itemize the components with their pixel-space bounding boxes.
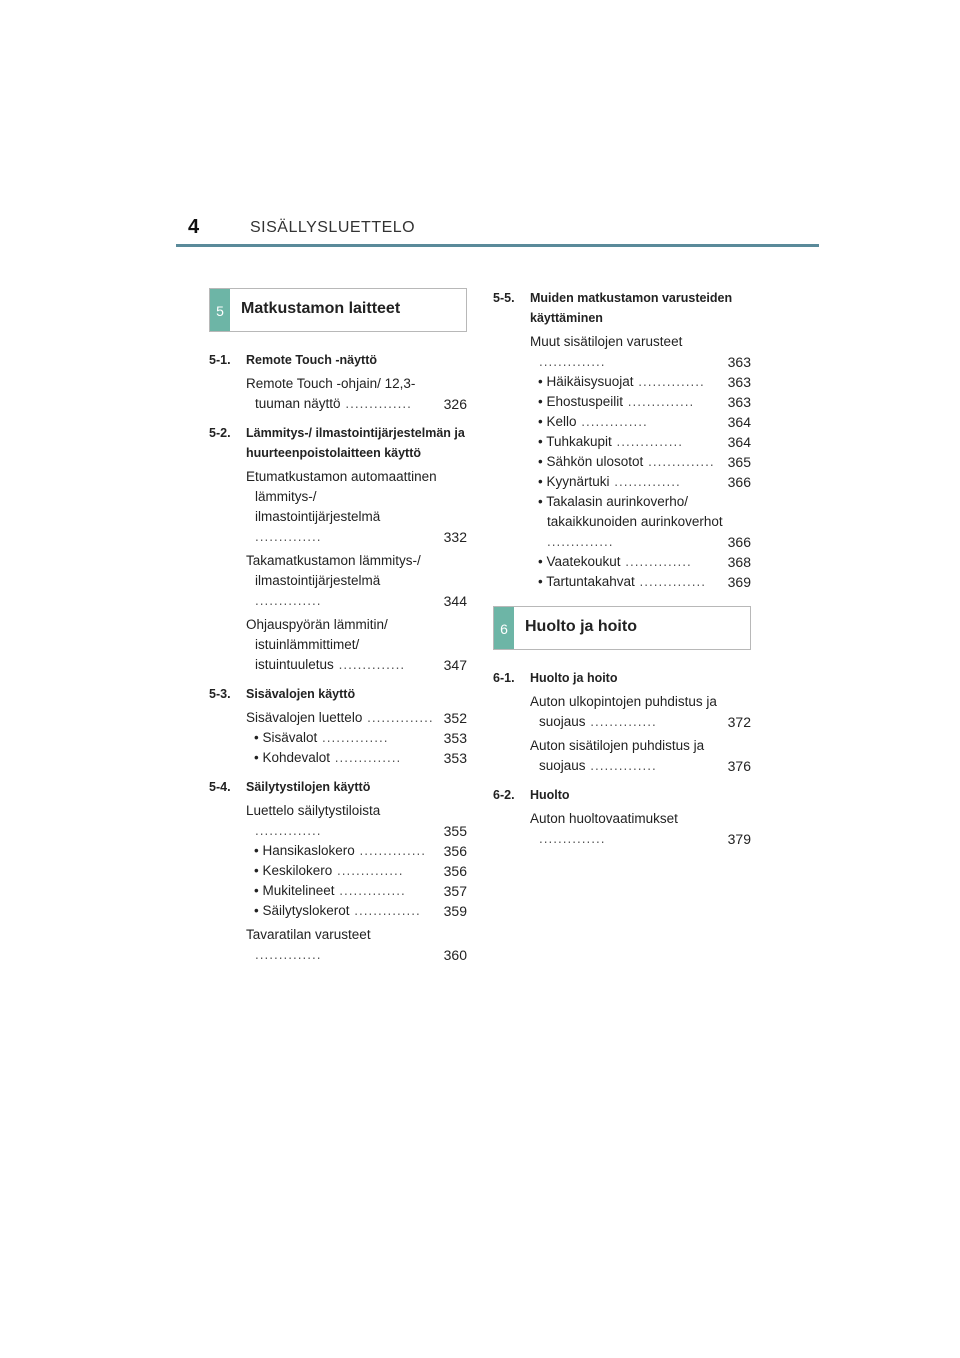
subsection-heading[interactable] (493, 288, 751, 328)
entry-text (254, 881, 442, 901)
entry-text (538, 452, 726, 472)
entry-page-number: 363 (727, 354, 751, 370)
toc-column-right (493, 288, 751, 858)
entry-label: • Kyynärtuki (538, 474, 610, 489)
leader-dots: .............. (349, 903, 421, 918)
entry-label: Etumatkustamon automaattinen lämmitys-/ ilmastointijärjestelmä (246, 469, 437, 524)
toc-entry[interactable] (209, 925, 467, 965)
section-header-5 (209, 288, 467, 332)
entry-page-number: 369 (727, 574, 751, 590)
toc-entry[interactable] (209, 551, 467, 611)
toc-entry[interactable] (493, 432, 751, 452)
toc-entry[interactable] (493, 492, 751, 552)
entry-label: Muut sisätilojen varusteet (530, 334, 683, 349)
entry-label: Remote Touch -ohjain/ 12,3-tuuman näyttö (246, 376, 416, 411)
leader-dots: .............. (609, 474, 681, 489)
section-number: 5 (210, 289, 230, 331)
toc-entry[interactable] (493, 392, 751, 412)
entry-page-number: 365 (727, 454, 751, 470)
entry-page-number: 366 (727, 474, 751, 490)
entry-page-number: 359 (443, 903, 467, 919)
entry-label: • Mukitelineet (254, 883, 335, 898)
leader-dots: .............. (539, 354, 606, 369)
document-title: SISÄLLYSLUETTELO (250, 219, 416, 236)
entry-text (254, 861, 442, 881)
leader-dots: .............. (340, 396, 412, 411)
toc-entry[interactable] (493, 572, 751, 592)
entry-page-number: 364 (727, 414, 751, 430)
entry-page-number: 352 (443, 710, 467, 726)
toc-subsection (209, 423, 467, 675)
toc-entry[interactable] (493, 692, 751, 732)
entry-page-number: 364 (727, 434, 751, 450)
toc-entry[interactable] (209, 861, 467, 881)
entry-label: • Häikäisysuojat (538, 374, 634, 389)
entry-label: • Sähkön ulosotot (538, 454, 644, 469)
entry-text (538, 552, 726, 572)
entry-page-number: 360 (443, 947, 467, 963)
entry-label: • Säilytyslokerot (254, 903, 350, 918)
leader-dots: .............. (547, 534, 614, 549)
leader-dots: .............. (354, 843, 427, 858)
entry-label: • Ehostuspeilit (538, 394, 624, 409)
entry-page-number: 356 (443, 843, 467, 859)
leader-dots: .............. (317, 730, 389, 745)
leader-dots: .............. (585, 714, 657, 729)
entry-label: • Keskilokero (254, 863, 333, 878)
leader-dots: .............. (633, 374, 705, 389)
entry-label: • Tuhkakupit (538, 434, 612, 449)
entry-label: Ohjauspyörän lämmitin/ istuinlämmittimet/ istuintuuletus (246, 617, 388, 672)
entry-text (538, 472, 726, 492)
leader-dots: .............. (634, 574, 707, 589)
toc-entry[interactable] (493, 552, 751, 572)
leader-dots: .............. (585, 758, 657, 773)
entry-label: Takamatkustamon lämmitys-/ ilmastointijärjestelmä (246, 553, 421, 588)
toc-entry[interactable] (493, 472, 751, 492)
subsection-number: 5-5. (493, 291, 515, 305)
entry-label: • Sisävalot (254, 730, 318, 745)
entry-text (530, 332, 726, 372)
entry-label: • Vaatekoukut (538, 554, 621, 569)
toc-entry[interactable] (209, 467, 467, 547)
leader-dots: .............. (332, 863, 404, 878)
entry-page-number: 363 (727, 374, 751, 390)
subsection-title: Sisävalojen käyttö (246, 687, 356, 701)
section-header-6 (493, 606, 751, 650)
entry-page-number: 379 (727, 831, 751, 847)
leader-dots: .............. (611, 434, 684, 449)
toc-entry[interactable] (209, 801, 467, 841)
entry-page-number: 356 (443, 863, 467, 879)
subsection-number: 5-3. (209, 687, 231, 701)
subsection-heading[interactable] (209, 423, 467, 463)
toc-entry[interactable] (493, 332, 751, 372)
toc-subsection (493, 668, 751, 776)
subsection-title: Lämmitys-/ ilmastointijärjestelmän ja huurteenpoistolaitteen käyttö (246, 426, 465, 460)
entry-text (246, 801, 442, 841)
leader-dots: .............. (539, 831, 606, 846)
entry-page-number: 366 (727, 534, 751, 550)
subsection-heading[interactable] (209, 684, 467, 704)
leader-dots: .............. (362, 710, 434, 725)
entry-label: Sisävalojen luettelo (246, 710, 363, 725)
page-header (176, 216, 819, 246)
entry-text (538, 432, 726, 452)
entry-label: • Takalasin aurinkoverho/ takaikkunoiden aurinkoverhot (538, 494, 723, 529)
entry-label: • Kohdevalot (254, 750, 331, 765)
entry-text (246, 467, 442, 547)
toc-entry[interactable] (209, 374, 467, 414)
toc-entry[interactable] (209, 615, 467, 675)
entry-text (246, 551, 442, 611)
toc-entry[interactable] (493, 736, 751, 776)
toc-subsection (209, 350, 467, 414)
subsection-heading[interactable] (493, 668, 751, 688)
header-rule (176, 244, 819, 247)
toc-entry[interactable] (209, 748, 467, 768)
entry-label: Auton ulkopintojen puhdistus ja suojaus (530, 694, 717, 729)
toc-entry[interactable] (493, 412, 751, 432)
entry-text (538, 372, 726, 392)
entry-label: • Kello (538, 414, 577, 429)
entry-text (254, 901, 442, 921)
toc-subsection (493, 785, 751, 849)
entry-text (246, 925, 442, 965)
subsection-number: 5-4. (209, 780, 231, 794)
subsection-heading[interactable] (209, 350, 467, 370)
toc-left-list (209, 350, 467, 965)
toc-subsection (493, 288, 751, 592)
entry-text (538, 572, 726, 592)
section-title: Huolto ja hoito (525, 618, 637, 635)
entry-text (254, 728, 442, 748)
toc-right-list (493, 288, 751, 592)
leader-dots: .............. (334, 883, 406, 898)
toc-entry[interactable] (209, 728, 467, 748)
entry-page-number: 372 (727, 714, 751, 730)
entry-page-number: 347 (443, 657, 467, 673)
entry-page-number: 357 (443, 883, 467, 899)
entry-text (538, 392, 726, 412)
subsection-title: Huolto ja hoito (530, 671, 618, 685)
subsection-number: 6-2. (493, 788, 515, 802)
leader-dots: .............. (643, 454, 715, 469)
leader-dots: .............. (576, 414, 648, 429)
entry-page-number: 355 (443, 823, 467, 839)
toc-entry[interactable] (493, 809, 751, 849)
entry-text (246, 708, 442, 728)
entry-text (530, 809, 726, 849)
toc-right-list-2 (493, 668, 751, 849)
entry-page-number: 326 (443, 396, 467, 412)
entry-label: Auton huoltovaatimukset (530, 811, 678, 826)
entry-page-number: 353 (443, 730, 467, 746)
toc-entry[interactable] (493, 372, 751, 392)
toc-entry[interactable] (209, 708, 467, 728)
subsection-number: 6-1. (493, 671, 515, 685)
leader-dots: .............. (333, 657, 406, 672)
entry-text (246, 615, 442, 675)
leader-dots: .............. (255, 823, 322, 838)
entry-page-number: 368 (727, 554, 751, 570)
toc-entry[interactable] (209, 841, 467, 861)
entry-text (246, 374, 442, 414)
subsection-title: Säilytystilojen käyttö (246, 780, 371, 794)
subsection-number: 5-1. (209, 353, 231, 367)
subsection-title: Remote Touch -näyttö (246, 353, 378, 367)
leader-dots: .............. (620, 554, 692, 569)
subsection-title: Muiden matkustamon varusteiden käyttäminen (530, 291, 733, 325)
leader-dots: .............. (255, 529, 322, 544)
page-number: 4 (188, 216, 200, 238)
subsection-title: Huolto (530, 788, 570, 802)
entry-text (538, 492, 726, 552)
entry-label: • Tartuntakahvat (538, 574, 635, 589)
entry-page-number: 353 (443, 750, 467, 766)
toc-entry[interactable] (493, 452, 751, 472)
entry-page-number: 363 (727, 394, 751, 410)
entry-text (538, 412, 726, 432)
leader-dots: .............. (330, 750, 402, 765)
entry-label: Tavaratilan varusteet (246, 927, 371, 942)
toc-column-left (209, 288, 467, 974)
entry-page-number: 376 (727, 758, 751, 774)
subsection-heading[interactable] (493, 785, 751, 805)
subsection-number: 5-2. (209, 426, 231, 440)
entry-text (254, 841, 442, 861)
leader-dots: .............. (623, 394, 695, 409)
section-title: Matkustamon laitteet (241, 300, 401, 317)
entry-text (254, 748, 442, 768)
entry-label: Luettelo säilytystiloista (246, 803, 381, 818)
entry-page-number: 344 (443, 593, 467, 609)
entry-text (530, 736, 726, 776)
leader-dots: .............. (255, 593, 322, 608)
toc-subsection (209, 777, 467, 965)
entry-page-number: 332 (443, 529, 467, 545)
entry-text (530, 692, 726, 732)
subsection-heading[interactable] (209, 777, 467, 797)
toc-entry[interactable] (209, 881, 467, 901)
entry-label: Auton sisätilojen puhdistus ja suojaus (530, 738, 705, 773)
leader-dots: .............. (255, 947, 322, 962)
section-number: 6 (494, 607, 514, 649)
toc-subsection (209, 684, 467, 768)
toc-entry[interactable] (209, 901, 467, 921)
entry-label: • Hansikaslokero (254, 843, 355, 858)
